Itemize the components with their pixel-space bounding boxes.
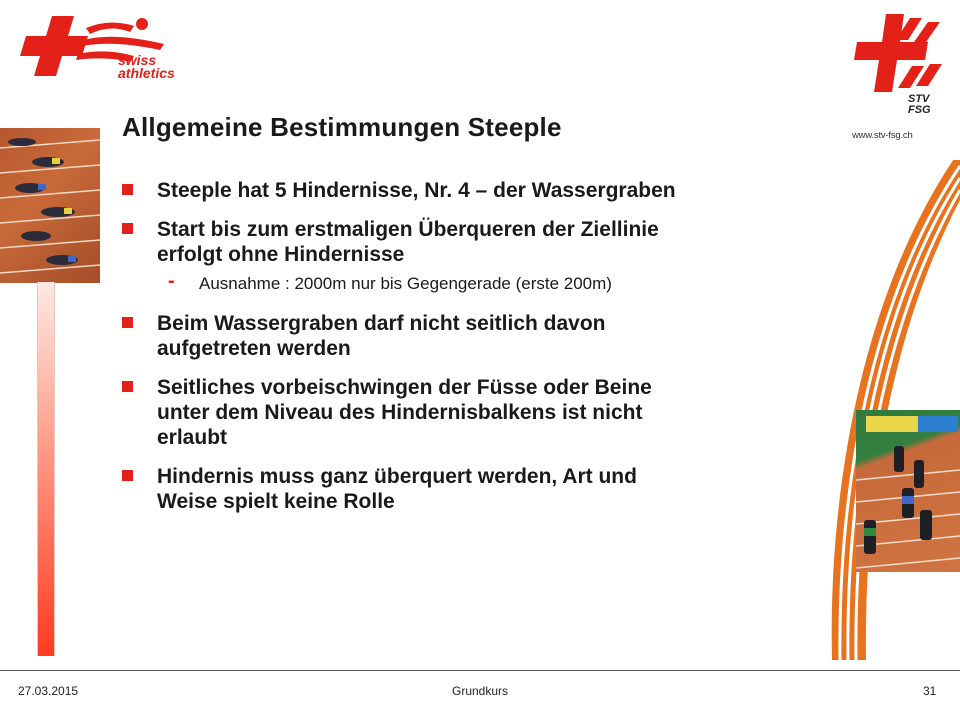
- swiss-athletics-wordmark: swiss athletics: [118, 52, 175, 81]
- bullet-item: [122, 217, 822, 267]
- left-gradient-bar: [37, 282, 55, 656]
- bullet-item: [122, 311, 822, 361]
- red-square-bullet-icon: [122, 223, 133, 234]
- sub-bullet-item: [122, 270, 822, 295]
- red-dash-bullet-icon: -: [168, 270, 175, 292]
- bullet-text: Hindernis muss ganz überquert werden, Art und Weise spielt keine Rolle: [157, 465, 637, 513]
- bullet-text: Beim Wassergraben darf nicht seitlich davon aufgetreten werden: [157, 312, 606, 360]
- page-number: 31: [923, 684, 937, 698]
- footer-title: Grundkurs: [451, 684, 509, 698]
- bullet-text: Seitliches vorbeischwingen der Füsse oder Beine unter dem Niveau des Hindernisbalkens ist nicht erlaubt: [157, 376, 652, 449]
- sprint-start-photo: [0, 128, 100, 283]
- swiss-athletics-logo: [14, 14, 184, 86]
- red-square-bullet-icon: [122, 184, 133, 195]
- slide-title: Allgemeine Bestimmungen Steeple: [122, 112, 562, 142]
- sprint-start-illustration: [0, 128, 100, 283]
- finish-line-illustration: [856, 410, 960, 572]
- bullet-text: Steeple hat 5 Hindernisse, Nr. 4 – der Wassergraben: [157, 179, 676, 202]
- stv-fsg-wordmark: STV FSG: [908, 93, 931, 116]
- stv-fsg-logo: [852, 12, 944, 150]
- red-square-bullet-icon: [122, 470, 133, 481]
- sub-bullet-text: Ausnahme : 2000m nur bis Gegengerade (erste 200m): [199, 274, 612, 293]
- bullet-text: Start bis zum erstmaligen Überqueren der Ziellinie erfolgt ohne Hindernisse: [157, 218, 659, 266]
- red-square-bullet-icon: [122, 381, 133, 392]
- finish-line-photo: [856, 410, 960, 572]
- bullet-item: [122, 464, 822, 514]
- bullet-item: [122, 375, 822, 450]
- bullet-list: [122, 178, 822, 528]
- stv-website-link[interactable]: www.stv-fsg.ch: [852, 130, 913, 141]
- bullet-item: [122, 178, 822, 203]
- footer-divider: [0, 670, 960, 671]
- red-square-bullet-icon: [122, 317, 133, 328]
- footer-date: 27.03.2015: [18, 684, 79, 698]
